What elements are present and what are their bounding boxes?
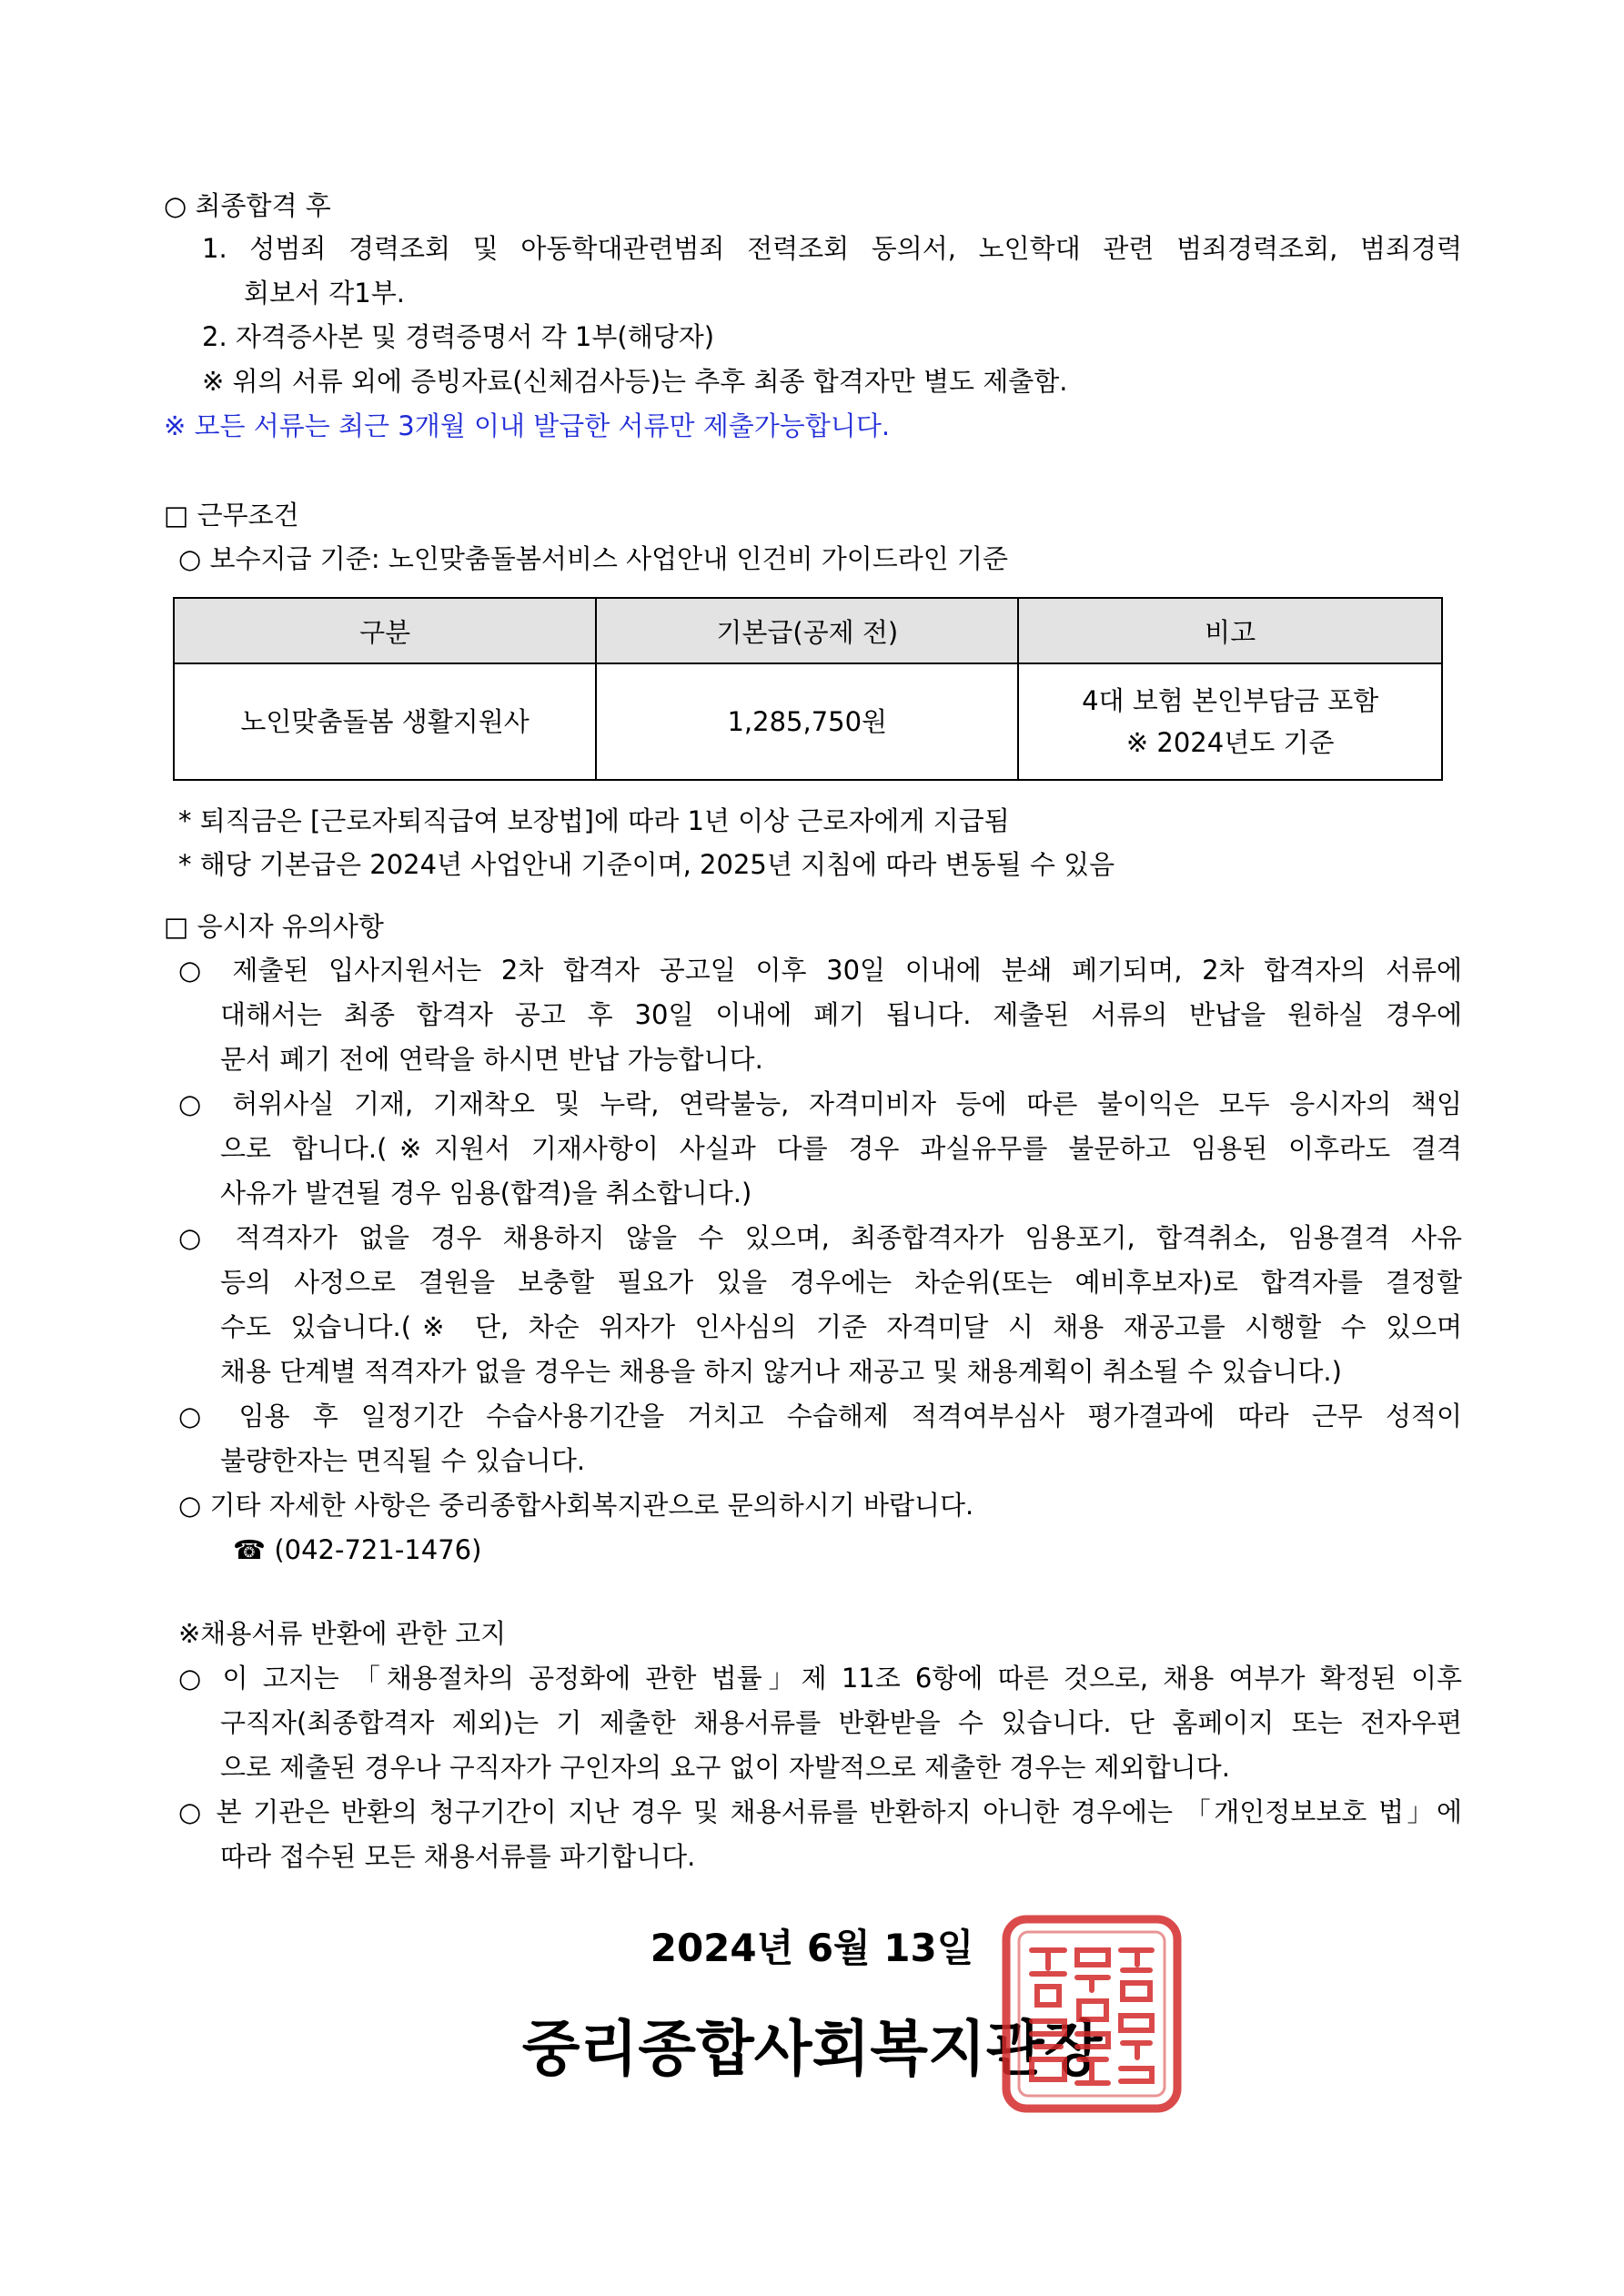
issue-date: 2024년 6월 13일 bbox=[650, 1926, 974, 1970]
note-2-line-2: 으로 합니다.(※지원서 기재사항이 사실과 다를 경우 과실유무를 불문하고 임용된 이후라도 결격 bbox=[220, 1133, 1462, 1164]
note-1-line-1: ○ 제출된 입사지원서는 2차 합격자 공고일 이후 30일 이내에 분쇄 폐기되며, 2차 합격자의 서류에 bbox=[178, 955, 1462, 986]
remark-line-2: ※ 2024년도 기준 bbox=[1125, 727, 1335, 758]
note-1-line-3: 문서 폐기 전에 연락을 하시면 반납 가능합니다. bbox=[220, 1044, 763, 1075]
note-3-line-1: ○ 적격자가 없을 경우 채용하지 않을 수 있으며, 최종합격자가 임용포기, 합격취소, 임용결격 사유 bbox=[178, 1222, 1462, 1253]
organization-name: 중리종합사회복지관장 bbox=[521, 2014, 1103, 2084]
applicant-notes-heading: □ 응시자 유의사항 bbox=[164, 911, 384, 942]
return-notice-heading: ※채용서류 반환에 관한 고지 bbox=[178, 1618, 507, 1649]
final-pass-item-1-cont: 회보서 각1부. bbox=[244, 278, 405, 308]
note-1-line-2: 대해서는 최종 합격자 공고 후 30일 이내에 폐기 됩니다. 제출된 서류의 반납을 원하실 경우에 bbox=[220, 999, 1462, 1030]
final-pass-item-2: 2. 자격증사본 및 경력증명서 각 1부(해당자) bbox=[202, 321, 715, 352]
header-remark: 비고 bbox=[1018, 598, 1442, 663]
return-2-line-1: ○ 본 기관은 반환의 청구기간이 지난 경우 및 채용서류를 반환하지 아니한 경우에는 「개인정보보호 법」에 bbox=[178, 1796, 1462, 1827]
official-seal-icon bbox=[1001, 1914, 1183, 2114]
cell-base-pay: 1,285,750원 bbox=[596, 663, 1018, 780]
note-5: ○ 기타 자세한 사항은 중리종합사회복지관으로 문의하시기 바랍니다. bbox=[178, 1490, 974, 1521]
cell-category: 노인맞춤돌봄 생활지원사 bbox=[174, 663, 596, 780]
return-1-line-3: 으로 제출된 경우나 구직자가 구인자의 요구 없이 자발적으로 제출한 경우는 제외합니다. bbox=[220, 1752, 1230, 1783]
footnote-base-pay: * 해당 기본급은 2024년 사업안내 기준이며, 2025년 지침에 따라 변동될 수 있음 bbox=[178, 849, 1115, 880]
contact-phone: ☎ (042-721-1476) bbox=[233, 1534, 482, 1565]
return-1-line-2: 구직자(최종합격자 제외)는 기 제출한 채용서류를 반환받을 수 있습니다. 단 홈페이지 또는 전자우편 bbox=[220, 1707, 1462, 1738]
note-4-line-2: 불량한자는 면직될 수 있습니다. bbox=[220, 1445, 586, 1476]
remark-line-1: 4대 보험 본인부담금 포함 bbox=[1082, 685, 1379, 716]
note-3-line-3: 수도 있습니다.(※ 단, 차순 위자가 인사심의 기준 자격미달 시 채용 재공고를 시행할 수 있으며 bbox=[220, 1311, 1462, 1342]
pay-table bbox=[173, 597, 1443, 781]
footnote-retirement: * 퇴직금은 [근로자퇴직급여 보장법]에 따라 1년 이상 근로자에게 지급됨 bbox=[178, 805, 1010, 836]
header-category: 구분 bbox=[174, 598, 596, 663]
cell-remark bbox=[1018, 663, 1442, 780]
note-4-line-1: ○ 임용 후 일정기간 수습사용기간을 거치고 수습해제 적격여부심사 평가결과에 따라 근무 성적이 bbox=[178, 1401, 1462, 1431]
final-pass-heading: ○ 최종합격 후 bbox=[164, 190, 331, 221]
return-1-line-1: ○ 이 고지는 「채용절차의 공정화에 관한 법률」제 11조 6항에 따른 것으로, 채용 여부가 확정된 이후 bbox=[178, 1663, 1462, 1694]
table-row bbox=[174, 663, 1442, 780]
note-2-line-1: ○ 허위사실 기재, 기재착오 및 누락, 연락불능, 자격미비자 등에 따른 불이익은 모두 응시자의 책임 bbox=[178, 1088, 1462, 1119]
pay-basis: ○ 보수지급 기준: 노인맞춤돌봄서비스 사업안내 인건비 가이드라인 기준 bbox=[178, 543, 1009, 574]
work-conditions-heading: □ 근무조건 bbox=[164, 500, 299, 531]
final-pass-item-1: 1. 성범죄 경력조회 및 아동학대관련범죄 전력조회 동의서, 노인학대 관련 범죄경력조회, 범죄경력 bbox=[202, 233, 1462, 264]
header-base-pay: 기본급(공제 전) bbox=[596, 598, 1018, 663]
final-pass-note: ※ 위의 서류 외에 증빙자료(신체검사등)는 추후 최종 합격자만 별도 제출함. bbox=[202, 366, 1068, 397]
note-3-line-4: 채용 단계별 적격자가 없을 경우는 채용을 하지 않거나 재공고 및 채용계획이 취소될 수 있습니다.) bbox=[220, 1356, 1342, 1387]
note-2-line-3: 사유가 발견될 경우 임용(합격)을 취소합니다.) bbox=[220, 1178, 752, 1209]
note-3-line-2: 등의 사정으로 결원을 보충할 필요가 있을 경우에는 차순위(또는 예비후보자)로 합격자를 결정할 bbox=[220, 1267, 1462, 1298]
return-2-line-2: 따라 접수된 모든 채용서류를 파기합니다. bbox=[220, 1841, 696, 1872]
pay-table-header-row bbox=[174, 598, 1442, 663]
documents-notice: ※ 모든 서류는 최근 3개월 이내 발급한 서류만 제출가능합니다. bbox=[164, 410, 891, 441]
